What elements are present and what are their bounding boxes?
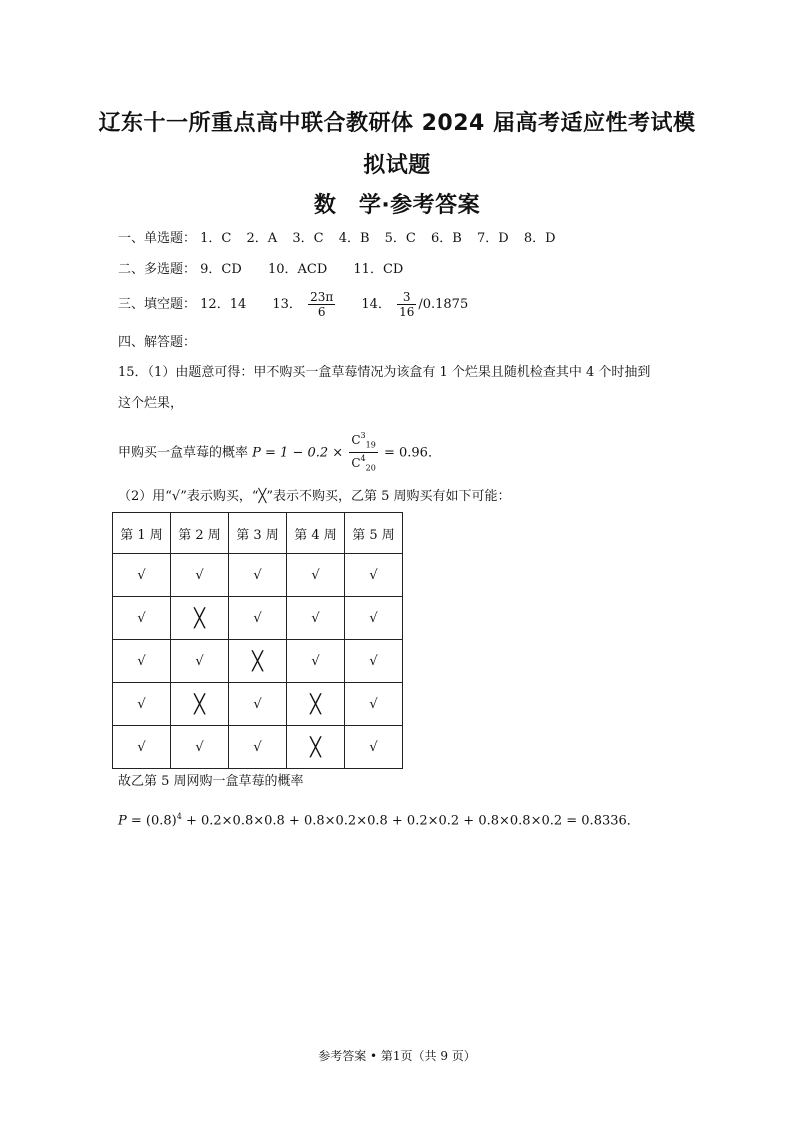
table-cell: √	[345, 640, 403, 683]
answer-item: 7．D	[476, 231, 509, 246]
table-cell: √	[171, 640, 229, 683]
q15-final-formula: $P = (0.8)^4 + 0.2\times 0.8\times 0.8 + 0.8\times 0.2\times 0.8 + 0.2\times 0.2 + 0.8\times 0.8\times 0.2 = 0.8336$．	[118, 812, 640, 829]
table-cell: √	[229, 683, 287, 726]
answer-item: 4．B	[338, 231, 370, 246]
page-title-line2: 拟试题	[363, 153, 431, 178]
section-label: 二、多选题：	[118, 262, 197, 277]
formula-prefix: 甲购买一盒草莓的概率	[118, 445, 249, 461]
table-cell: √	[229, 597, 287, 640]
fill-blank-answers	[118, 290, 468, 320]
table-cell: √	[229, 726, 287, 769]
table-cell: √	[229, 554, 287, 597]
q15-part1-text: 15．（1）由题意可得：甲不购买一盒草莓情况为该盒有 1 个烂果且随机检查其中 4 个时抽到	[118, 365, 651, 380]
q15-part2-intro: （2）用“√”表示购买，“╳”表示不购买，乙第 5 周购买有如下可能：	[118, 489, 511, 504]
table-header-cell: 第 5 周	[345, 513, 403, 554]
table-row	[113, 597, 403, 640]
page-title-line1: 辽东十一所重点高中联合教研体 2024 届高考适应性考试模	[98, 111, 696, 136]
answer-item: 9．CD	[200, 262, 242, 277]
table-cell: √	[171, 554, 229, 597]
q15-part1-formula: 甲购买一盒草莓的概率 P = 1 − 0.2 × $\frac{C^3_{19}}{C^4_{20}}$ = 0.96．	[118, 430, 441, 476]
answer-item: 12．14	[200, 297, 247, 312]
table-cell: √	[345, 597, 403, 640]
answer-item: 8．D	[523, 231, 556, 246]
fraction-3-over-16: $\frac{3}{16}$	[399, 290, 415, 319]
answer-item: 3．C	[292, 231, 324, 246]
multi-choice-answers	[118, 261, 415, 279]
table-cell: √	[113, 640, 171, 683]
table-cell: ╳	[171, 683, 229, 726]
combination-fraction: $\frac{C^3_{19}}{C^4_{20}}$	[351, 431, 376, 473]
table-cell: √	[113, 597, 171, 640]
q15-part1-text-cont: 这个烂果，	[118, 396, 184, 411]
answer-item: 2．A	[246, 231, 278, 246]
table-header-cell: 第 1 周	[113, 513, 171, 554]
answer-item: 1．C	[200, 231, 232, 246]
single-choice-answers	[118, 230, 567, 248]
table-row	[113, 726, 403, 769]
table-cell: √	[113, 554, 171, 597]
page-subtitle: 数 学·参考答案	[313, 193, 481, 218]
answer-item: 10．ACD	[267, 262, 328, 277]
table-header-cell: 第 4 周	[287, 513, 345, 554]
table-cell: ╳	[287, 683, 345, 726]
section-label: 一、单选题：	[118, 231, 197, 246]
table-cell: √	[113, 726, 171, 769]
q15-conclusion: 故乙第 5 周网购一盒草莓的概率	[118, 774, 304, 789]
table-header-cell: 第 3 周	[229, 513, 287, 554]
table-row	[113, 683, 403, 726]
fraction-23pi-over-6: $\frac{23\pi}{6}$	[310, 290, 334, 319]
section-label: 四、解答题：	[118, 335, 197, 350]
table-cell: √	[287, 554, 345, 597]
purchase-table	[112, 512, 403, 769]
table-cell: √	[345, 554, 403, 597]
table-cell: √	[287, 640, 345, 683]
table-cell: ╳	[229, 640, 287, 683]
answer-decimal: /0.1875	[418, 297, 469, 312]
answer-item: 11．CD	[353, 262, 404, 277]
table-row	[113, 640, 403, 683]
formula-lhs: P = 1 − 0.2 ×	[252, 445, 344, 461]
answer-item: 6．B	[431, 231, 462, 246]
table-header-row	[113, 513, 403, 554]
table-cell: √	[345, 726, 403, 769]
page-footer: 参考答案 • 第1页（共 9 页）	[318, 1049, 476, 1063]
answer-label: 14．	[361, 297, 391, 312]
answer-label: 13．	[272, 297, 302, 312]
table-header-cell: 第 2 周	[171, 513, 229, 554]
section-label: 三、填空题：	[118, 297, 197, 312]
formula-rhs: = 0.96	[383, 445, 428, 461]
table-cell: ╳	[171, 597, 229, 640]
table-row	[113, 554, 403, 597]
table-cell: √	[113, 683, 171, 726]
table-cell: ╳	[287, 726, 345, 769]
table-cell: √	[345, 683, 403, 726]
table-cell: √	[287, 597, 345, 640]
table-cell: √	[171, 726, 229, 769]
answer-item: 5．C	[384, 231, 416, 246]
